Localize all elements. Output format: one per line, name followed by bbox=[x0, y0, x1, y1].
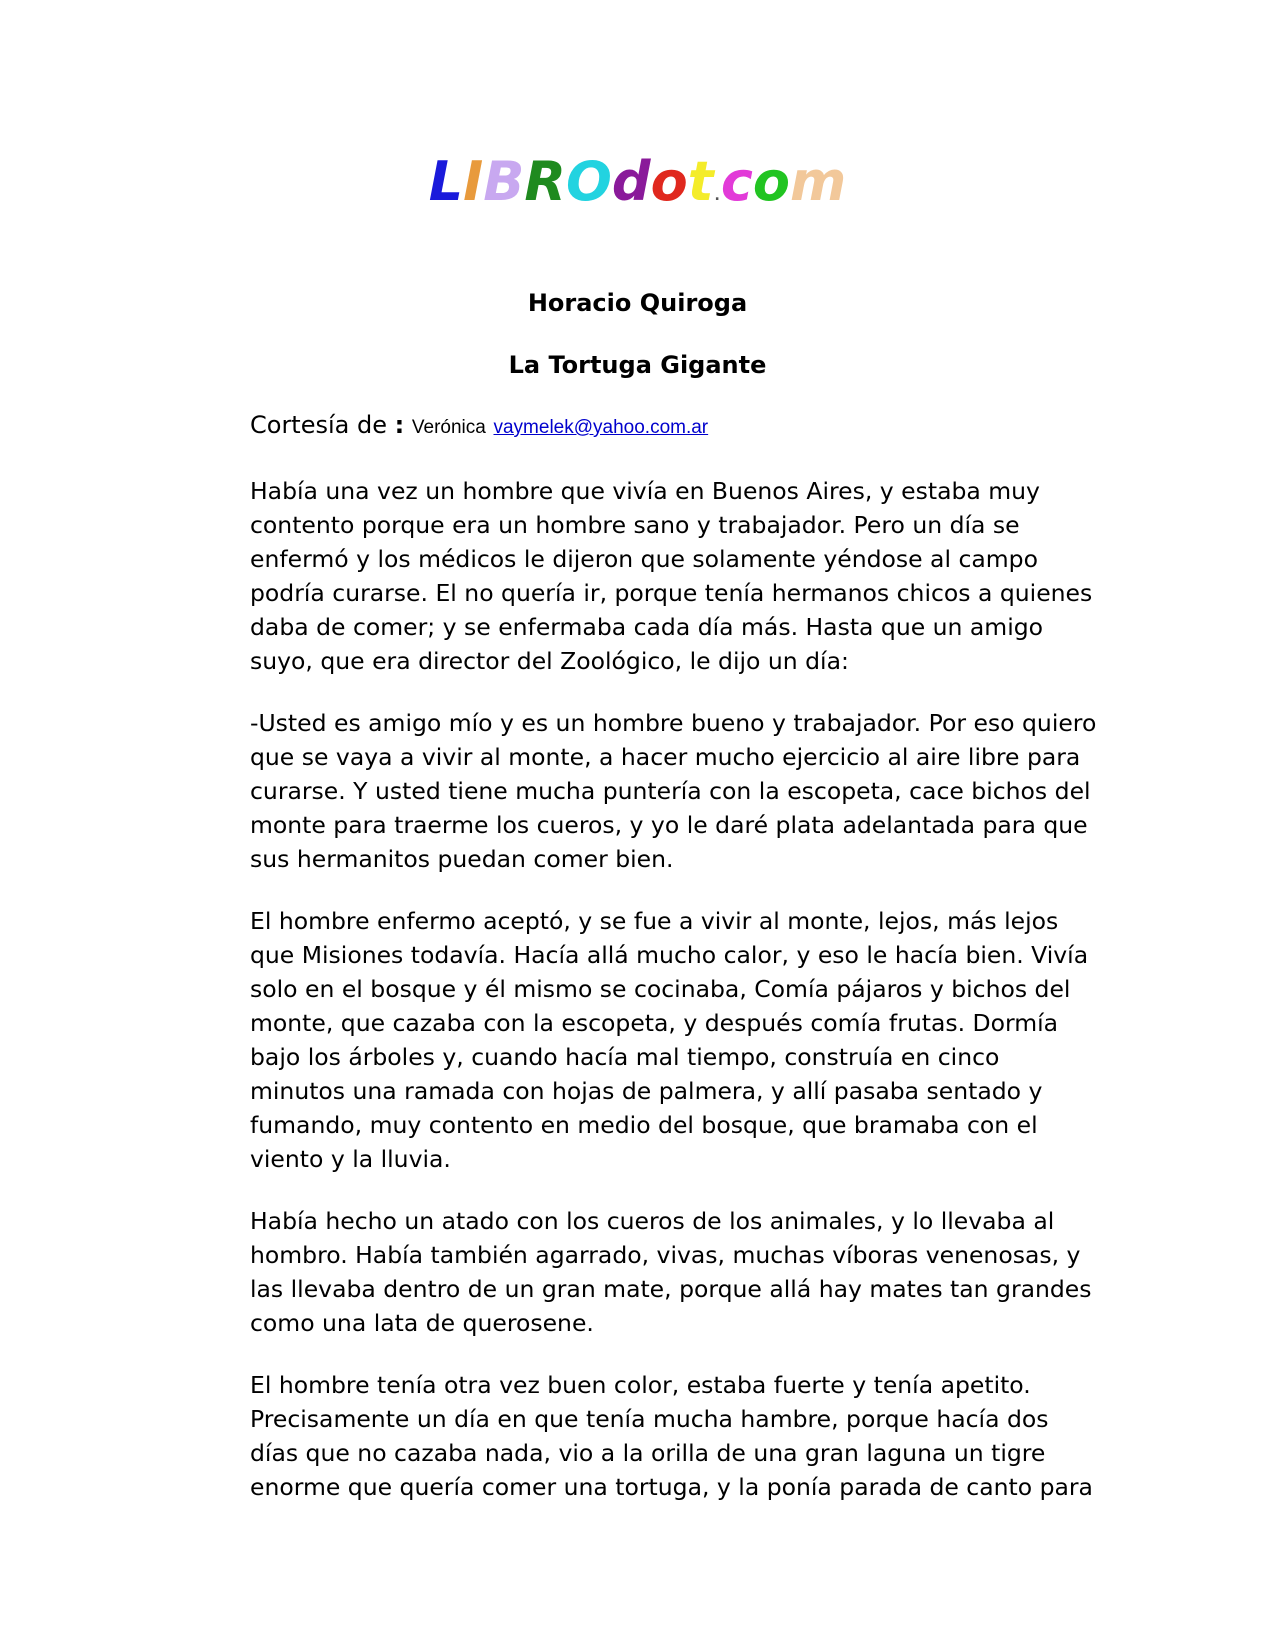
paragraph: -Usted es amigo mío y es un hombre bueno y trabajador. Por eso quiero que se vaya a vivir al monte, a hacer mucho ejercicio al aire libre para curarse. Y usted tiene mucha puntería con la escopeta, cace bichos del monte para traerme los cueros, y yo le daré plata adelantada para que sus hermanitos puedan comer bien. bbox=[250, 709, 1097, 873]
paragraph: Había hecho un atado con los cueros de los animales, y lo llevaba al hombro. Había también agarrado, vivas, muchas víboras venenosas, y las llevaba dentro de un gran mate, porque allá hay mates tan grandes como una lata de querosene. bbox=[250, 1207, 1092, 1337]
courtesy-line bbox=[250, 410, 708, 443]
logo-letter: . bbox=[714, 188, 720, 204]
logo-letter: o bbox=[752, 150, 790, 213]
librodot-logo bbox=[0, 150, 1275, 228]
logo-letter: O bbox=[566, 150, 612, 213]
logo-letter: o bbox=[650, 150, 688, 213]
logo-letter: c bbox=[720, 150, 753, 213]
courtesy-colon: : bbox=[394, 411, 405, 439]
logo-letter: d bbox=[611, 150, 651, 213]
logo-letter: B bbox=[483, 150, 525, 213]
logo-letter: m bbox=[789, 150, 847, 213]
story-title: La Tortuga Gigante bbox=[508, 351, 767, 379]
contributor-email-link[interactable]: vaymelek@yahoo.com.ar bbox=[493, 417, 709, 438]
story-body bbox=[250, 474, 1100, 1532]
logo-letter: R bbox=[524, 150, 567, 213]
paragraph: Había una vez un hombre que vivía en Buenos Aires, y estaba muy contento porque era un hombre sano y trabajador. Pero un día se enfermó y los médicos le dijeron que solamente yéndose al campo podría curarse. El no quería ir, porque tenía hermanos chicos a quienes daba de comer; y se enfermaba cada día más. Hasta que un amigo suyo, que era director del Zoológico, le dijo un día: bbox=[250, 477, 1093, 675]
logo-letter: t bbox=[687, 150, 714, 213]
logo-letter: I bbox=[463, 150, 484, 213]
contributor-name: Verónica bbox=[411, 417, 486, 438]
author-name: Horacio Quiroga bbox=[527, 289, 748, 317]
paragraph: El hombre enfermo aceptó, y se fue a vivir al monte, lejos, más lejos que Misiones todavía. Hacía allá mucho calor, y eso le hacía bien. Vivía solo en el bosque y él mismo se cocinaba, Comía pájaros y bichos del monte, que cazaba con la escopeta, y después comía frutas. Dormía bajo los árboles y, cuando hacía mal tiempo, construía en cinco minutos una ramada con hojas de palmera, y allí pasaba sentado y fumando, muy contento en medio del bosque, que bramaba con el viento y la lluvia. bbox=[250, 907, 1089, 1173]
courtesy-label: Cortesía de bbox=[250, 411, 387, 439]
paragraph: El hombre tenía otra vez buen color, estaba fuerte y tenía apetito. Precisamente un día en que tenía mucha hambre, porque hacía dos días que no cazaba nada, vio a la orilla de una gran laguna un tigre enorme que quería comer una tortuga, y la ponía parada de canto para bbox=[250, 1371, 1093, 1501]
logo-letter: L bbox=[428, 150, 464, 213]
